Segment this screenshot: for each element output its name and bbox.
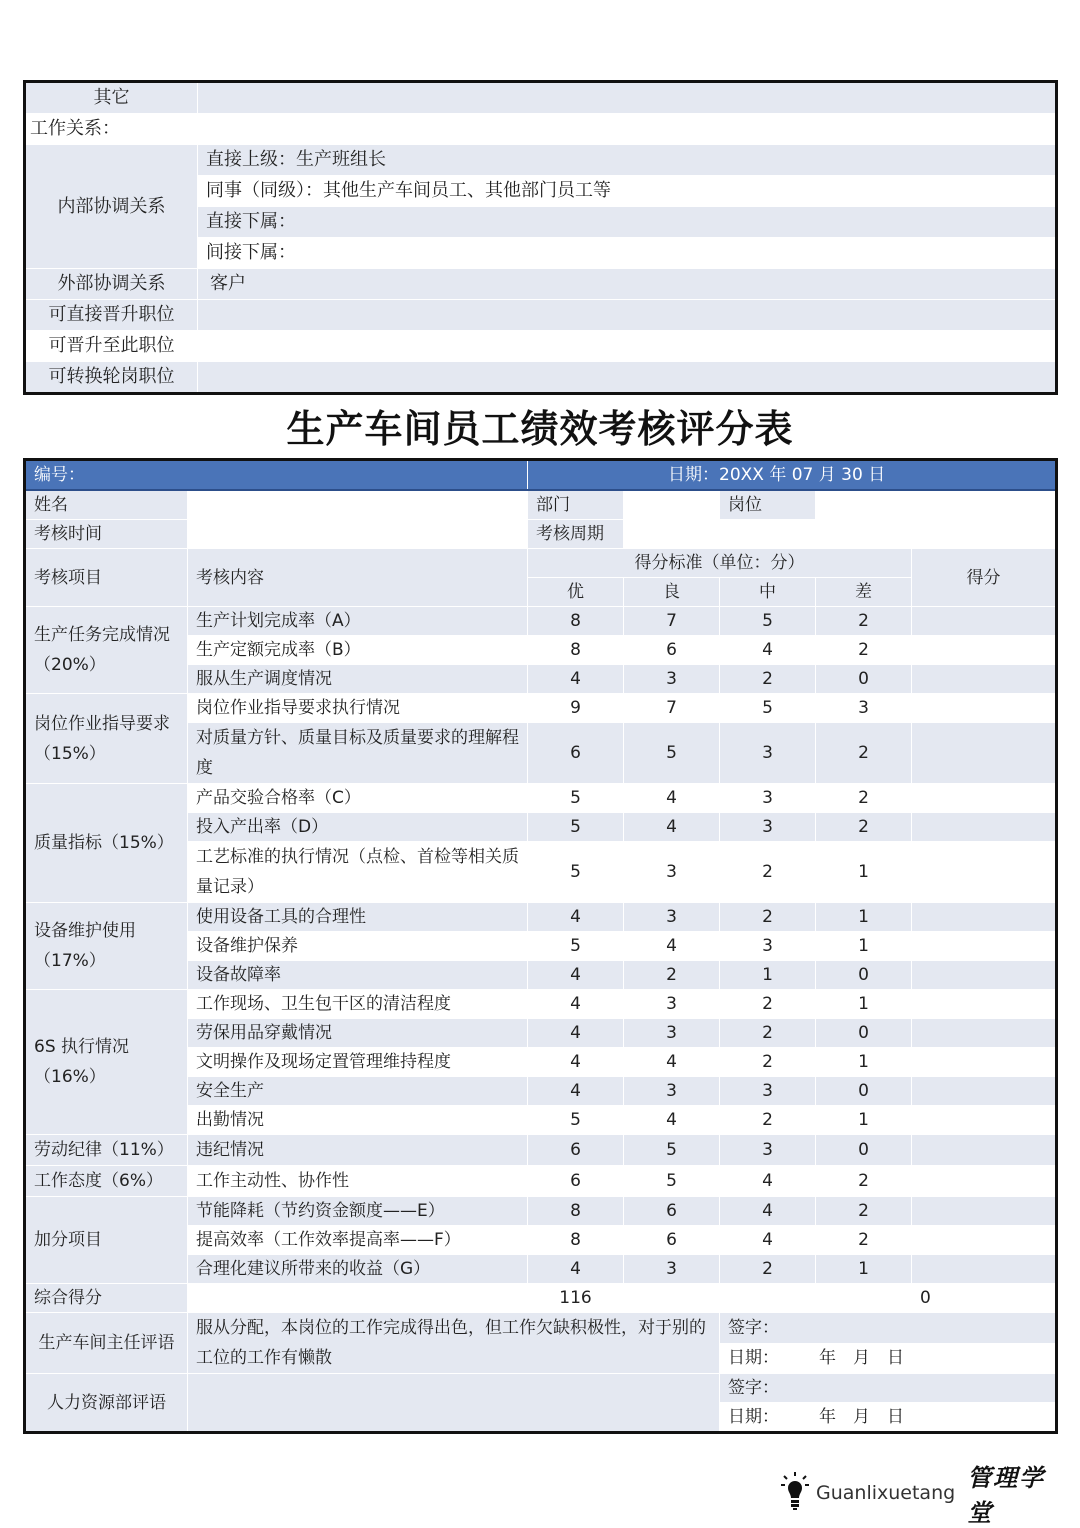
score-input-cell[interactable]	[912, 961, 1057, 990]
score-cell: 4	[720, 1226, 816, 1255]
score-cell: 0	[816, 1019, 912, 1048]
score-input-cell[interactable]	[912, 1135, 1057, 1166]
score-cell: 3	[624, 990, 720, 1019]
content-cell: 对质量方针、质量目标及质量要求的理解程度	[188, 723, 528, 784]
rotation-label: 可转换轮岗职位	[25, 362, 198, 394]
score-input-cell[interactable]	[912, 1197, 1057, 1226]
score-cell: 4	[720, 1197, 816, 1226]
grade-excellent: 优	[528, 578, 624, 607]
score-cell: 1	[816, 1106, 912, 1135]
external-relations-value: 客户	[198, 269, 1057, 300]
hr-sign[interactable]: 签字：	[720, 1374, 1057, 1403]
supervisor-comment-label: 生产车间主任评语	[25, 1313, 188, 1374]
external-relations-label: 外部协调关系	[25, 269, 198, 300]
group-name: 设备维护使用（17%）	[25, 903, 188, 990]
score-input-cell[interactable]	[912, 1255, 1057, 1284]
score-cell: 1	[816, 903, 912, 932]
grade-good: 良	[624, 578, 720, 607]
brand-name-en: Guanlixuetang	[816, 1482, 956, 1504]
score-cell: 6	[528, 1135, 624, 1166]
content-cell: 工艺标准的执行情况（点检、首检等相关质量记录）	[188, 842, 528, 903]
score-cell: 1	[816, 1255, 912, 1284]
group-name: 生产任务完成情况（20%）	[25, 607, 188, 694]
other-value	[198, 82, 1057, 114]
content-cell: 生产计划完成率（A）	[188, 607, 528, 636]
internal-relations-label: 内部协调关系	[25, 145, 198, 269]
score-cell: 5	[624, 1135, 720, 1166]
content-cell: 劳保用品穿戴情况	[188, 1019, 528, 1048]
indirect-subordinates: 间接下属：	[198, 238, 1057, 269]
score-cell: 3	[624, 903, 720, 932]
lightbulb-icon	[780, 1471, 810, 1515]
brand-name-zh: 管理学堂	[967, 1463, 1046, 1527]
score-cell: 3	[624, 1255, 720, 1284]
score-cell: 3	[720, 1077, 816, 1106]
content-cell: 文明操作及现场定置管理维持程度	[188, 1048, 528, 1077]
score-cell: 2	[720, 1255, 816, 1284]
score-cell: 4	[528, 1019, 624, 1048]
score-cell: 2	[816, 1166, 912, 1197]
score-cell: 2	[816, 784, 912, 813]
score-cell: 4	[624, 784, 720, 813]
score-cell: 5	[624, 1166, 720, 1197]
score-cell: 2	[816, 813, 912, 842]
score-input-cell[interactable]	[912, 694, 1057, 723]
score-cell: 3	[720, 784, 816, 813]
other-label: 其它	[25, 82, 198, 114]
score-cell: 2	[720, 903, 816, 932]
score-cell: 8	[528, 607, 624, 636]
score-cell: 2	[720, 990, 816, 1019]
score-cell: 4	[528, 961, 624, 990]
score-cell: 5	[720, 694, 816, 723]
score-input-cell[interactable]	[912, 990, 1057, 1019]
score-cell: 5	[528, 1106, 624, 1135]
table-row	[25, 990, 1057, 1019]
score-cell: 8	[528, 1226, 624, 1255]
score-cell: 4	[624, 813, 720, 842]
hr-date[interactable]	[720, 1403, 1057, 1433]
score-input-cell[interactable]	[912, 607, 1057, 636]
dept-label: 部门	[528, 490, 624, 520]
score-cell: 7	[624, 607, 720, 636]
score-cell: 9	[528, 694, 624, 723]
score-cell: 3	[624, 1077, 720, 1106]
hr-comment[interactable]	[188, 1374, 720, 1433]
score-cell: 1	[816, 842, 912, 903]
score-cell: 3	[624, 665, 720, 694]
score-input-cell[interactable]	[912, 784, 1057, 813]
score-standard-header: 得分标准（单位：分）	[528, 549, 912, 578]
content-cell: 设备故障率	[188, 961, 528, 990]
period-time-label: 考核时间	[25, 520, 188, 549]
total-gap	[624, 1284, 912, 1313]
content-cell: 安全生产	[188, 1077, 528, 1106]
score-cell: 3	[720, 932, 816, 961]
score-cell: 5	[720, 607, 816, 636]
promote-from-label: 可晋升至此职位	[25, 331, 198, 362]
score-cell: 6	[528, 1166, 624, 1197]
score-input-cell[interactable]	[912, 903, 1057, 932]
score-cell: 4	[720, 636, 816, 665]
group-name: 加分项目	[25, 1197, 188, 1284]
score-cell: 6	[528, 723, 624, 784]
table-row	[25, 607, 1057, 636]
content-cell: 工作主动性、协作性	[188, 1166, 528, 1197]
evaluation-table	[23, 458, 1058, 1434]
rotation-value	[198, 362, 1057, 394]
period-label: 考核周期	[528, 520, 624, 549]
score-input-cell[interactable]	[912, 1106, 1057, 1135]
supervisor-date-label: 日期：	[728, 1348, 779, 1369]
table-row	[25, 694, 1057, 723]
score-cell: 1	[720, 961, 816, 990]
score-cell: 5	[528, 932, 624, 961]
grade-fair: 中	[720, 578, 816, 607]
hr-date-units: 年 月 日	[819, 1407, 904, 1427]
score-header: 得分	[912, 549, 1057, 607]
score-cell: 2	[720, 1019, 816, 1048]
content-cell: 违纪情况	[188, 1135, 528, 1166]
score-cell: 2	[720, 842, 816, 903]
score-input-cell[interactable]	[912, 1226, 1057, 1255]
content-cell: 岗位作业指导要求执行情况	[188, 694, 528, 723]
score-cell: 3	[720, 723, 816, 784]
score-input-cell[interactable]	[912, 1019, 1057, 1048]
score-cell: 0	[816, 1135, 912, 1166]
promote-from-value	[198, 331, 1057, 362]
score-cell: 3	[720, 813, 816, 842]
hr-comment-label: 人力资源部评语	[25, 1374, 188, 1433]
score-cell: 0	[816, 961, 912, 990]
score-input-cell[interactable]	[912, 636, 1057, 665]
promote-to-label: 可直接晋升职位	[25, 300, 198, 331]
score-cell: 5	[624, 723, 720, 784]
score-cell: 8	[528, 636, 624, 665]
content-header: 考核内容	[188, 549, 528, 607]
score-cell: 1	[816, 1048, 912, 1077]
score-cell: 2	[816, 1197, 912, 1226]
score-cell: 2	[816, 607, 912, 636]
total-value: 116	[528, 1284, 624, 1313]
score-cell: 4	[528, 903, 624, 932]
content-cell: 使用设备工具的合理性	[188, 903, 528, 932]
table-row	[25, 1135, 1057, 1166]
score-cell: 2	[816, 636, 912, 665]
table-row	[25, 784, 1057, 813]
peers: 同事（同级）：其他生产车间员工、其他部门员工等	[198, 176, 1057, 207]
score-input-cell[interactable]	[912, 842, 1057, 903]
score-input-cell[interactable]	[912, 813, 1057, 842]
content-cell: 提高效率（工作效率提高率——F）	[188, 1226, 528, 1255]
direct-superior: 直接上级：生产班组长	[198, 145, 1057, 176]
date-header: 日期：20XX 年 07 月 30 日	[528, 460, 1057, 491]
supervisor-date-units: 年 月 日	[819, 1348, 904, 1369]
score-cell: 8	[528, 1197, 624, 1226]
score-cell: 4	[528, 1255, 624, 1284]
score-cell: 1	[816, 990, 912, 1019]
content-cell: 产品交验合格率（C）	[188, 784, 528, 813]
score-cell: 2	[816, 723, 912, 784]
content-cell: 设备维护保养	[188, 932, 528, 961]
score-cell: 6	[624, 636, 720, 665]
work-relations-label: 工作关系：	[25, 114, 1057, 145]
score-cell: 0	[816, 1077, 912, 1106]
post-value[interactable]	[816, 490, 1057, 520]
direct-subordinates: 直接下属：	[198, 207, 1057, 238]
content-cell: 服从生产调度情况	[188, 665, 528, 694]
content-cell: 出勤情况	[188, 1106, 528, 1135]
score-cell: 4	[624, 1048, 720, 1077]
score-cell: 2	[720, 665, 816, 694]
score-cell: 7	[624, 694, 720, 723]
group-name: 工作态度（6%）	[25, 1166, 188, 1197]
score-cell: 3	[720, 1135, 816, 1166]
score-cell: 4	[528, 1077, 624, 1106]
score-input-cell[interactable]	[912, 1077, 1057, 1106]
dept-value[interactable]	[624, 490, 720, 520]
group-name: 岗位作业指导要求（15%）	[25, 694, 188, 784]
number-label: 编号：	[25, 460, 528, 491]
content-cell: 合理化建议所带来的收益（G）	[188, 1255, 528, 1284]
group-name: 6S 执行情况（16%）	[25, 990, 188, 1135]
grade-poor: 差	[816, 578, 912, 607]
score-input-cell[interactable]	[912, 1166, 1057, 1197]
score-cell: 4	[528, 1048, 624, 1077]
supervisor-date[interactable]	[720, 1343, 1057, 1374]
content-cell: 节能降耗（节约资金额度——E）	[188, 1197, 528, 1226]
score-cell: 4	[528, 665, 624, 694]
content-cell: 生产定额完成率（B）	[188, 636, 528, 665]
content-cell: 工作现场、卫生包干区的清洁程度	[188, 990, 528, 1019]
table-row	[25, 1197, 1057, 1226]
score-cell: 4	[624, 1106, 720, 1135]
score-cell: 0	[816, 665, 912, 694]
period-value[interactable]	[624, 520, 1057, 549]
group-name: 质量指标（15%）	[25, 784, 188, 903]
score-cell: 5	[528, 784, 624, 813]
score-cell: 2	[720, 1106, 816, 1135]
score-cell: 4	[624, 932, 720, 961]
total-blank	[188, 1284, 528, 1313]
score-cell: 6	[624, 1226, 720, 1255]
score-cell: 3	[816, 694, 912, 723]
period-time-value[interactable]	[188, 520, 528, 549]
table-row	[25, 903, 1057, 932]
score-input-cell[interactable]	[912, 932, 1057, 961]
score-cell: 3	[624, 1019, 720, 1048]
score-input-cell[interactable]	[912, 665, 1057, 694]
post-label: 岗位	[720, 490, 816, 520]
brand-logo	[780, 1463, 1060, 1527]
table-row	[25, 1166, 1057, 1197]
name-value[interactable]	[188, 490, 528, 520]
item-header: 考核项目	[25, 549, 188, 607]
score-cell: 1	[816, 932, 912, 961]
score-input-cell[interactable]	[912, 723, 1057, 784]
score-cell: 5	[528, 813, 624, 842]
group-name: 劳动纪律（11%）	[25, 1135, 188, 1166]
score-cell: 6	[624, 1197, 720, 1226]
score-cell: 2	[720, 1048, 816, 1077]
supervisor-sign[interactable]: 签字：	[720, 1313, 1057, 1344]
score-input-cell[interactable]	[912, 1048, 1057, 1077]
hr-date-label: 日期：	[728, 1407, 779, 1427]
name-label: 姓名	[25, 490, 188, 520]
score-cell: 3	[624, 842, 720, 903]
content-cell: 投入产出率（D）	[188, 813, 528, 842]
score-cell: 4	[720, 1166, 816, 1197]
total-label: 综合得分	[25, 1284, 188, 1313]
total-score[interactable]: 0	[912, 1284, 1057, 1313]
score-cell: 2	[624, 961, 720, 990]
score-cell: 5	[528, 842, 624, 903]
score-cell: 4	[528, 990, 624, 1019]
promote-to-value	[198, 300, 1057, 331]
score-cell: 2	[816, 1226, 912, 1255]
form-title: 生产车间员工绩效考核评分表	[286, 406, 794, 451]
supervisor-comment[interactable]: 服从分配，本岗位的工作完成得出色，但工作欠缺积极性，对于别的工位的工作有懒散	[188, 1313, 720, 1374]
job-relations-table	[23, 80, 1058, 395]
